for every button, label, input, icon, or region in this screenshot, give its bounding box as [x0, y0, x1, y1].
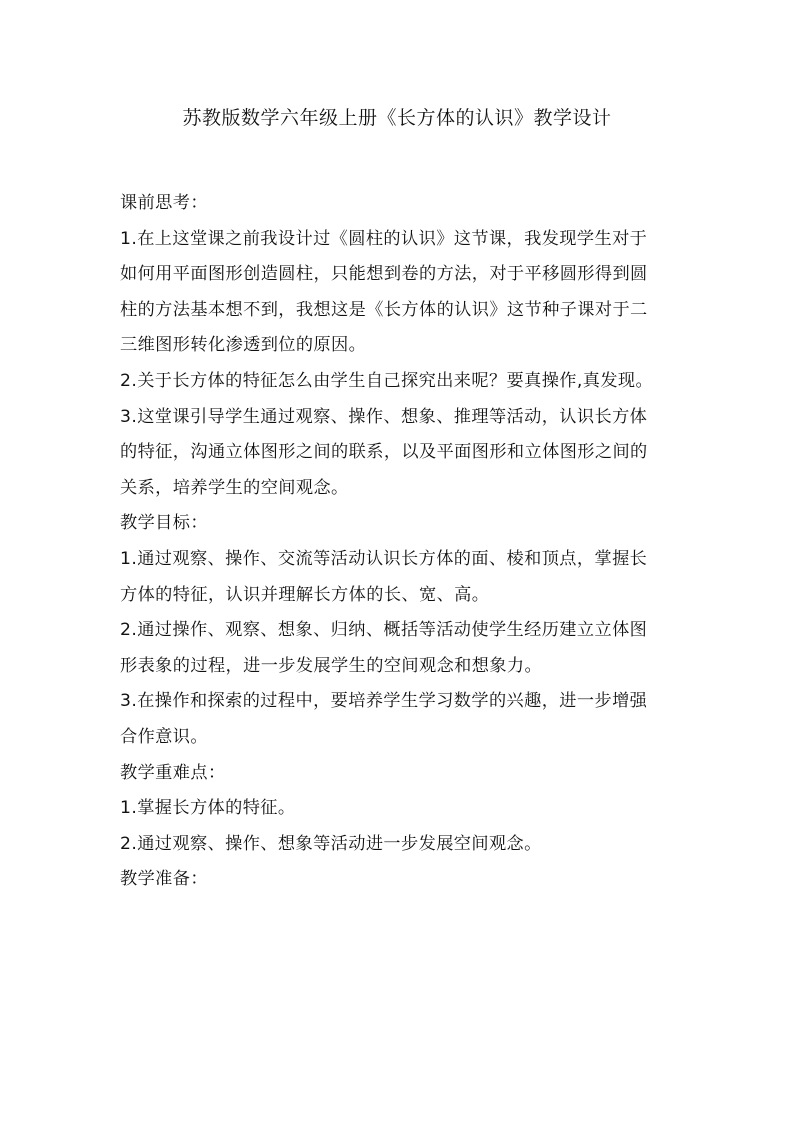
body-line: 1.掌握长方体的特征。 [120, 798, 296, 819]
body-line: 2.通过操作、观察、想象、归纳、概括等活动使学生经历建立立体图 [120, 620, 648, 641]
body-line: 2.通过观察、操作、想象等活动进一步发展空间观念。 [120, 833, 542, 854]
body-line: 3.在操作和探索的过程中，要培养学生学习数学的兴趣，进一步增强 [120, 691, 648, 712]
section-heading-teaching-preparation: 教学准备： [120, 869, 208, 890]
section-heading-key-difficulties: 教学重难点： [120, 762, 226, 783]
body-line: 1.通过观察、操作、交流等活动认识长方体的面、棱和顶点，掌握长 [120, 548, 648, 569]
body-line: 1.在上这堂课之前我设计过《圆柱的认识》这节课，我发现学生对于 [120, 228, 648, 249]
body-line: 如何用平面图形创造圆柱，只能想到卷的方法，对于平移圆形得到圆 [120, 264, 648, 285]
section-heading-pre-class-thoughts: 课前思考： [120, 193, 208, 213]
document-title: 苏教版数学六年级上册《长方体的认识》教学设计 [182, 107, 612, 129]
section-heading-teaching-goals: 教学目标： [120, 513, 208, 534]
body-line: 关系，培养学生的空间观念。 [120, 477, 349, 498]
body-line: 2.关于长方体的特征怎么由学生自己探究出来呢？要真操作,真发现。 [120, 370, 654, 391]
body-line: 的特征，沟通立体图形之间的联系，以及平面图形和立体图形之间的 [120, 442, 648, 463]
body-line: 3.这堂课引导学生通过观察、操作、想象、推理等活动，认识长方体 [120, 406, 648, 427]
body-line: 合作意识。 [120, 726, 208, 747]
document-body [120, 186, 680, 898]
body-line: 三维图形转化渗透到位的原因。 [120, 335, 367, 356]
body-line: 柱的方法基本想不到，我想这是《长方体的认识》这节种子课对于二 [120, 299, 648, 320]
body-line: 方体的特征，认识并理解长方体的长、宽、高。 [120, 584, 490, 605]
body-line: 形表象的过程，进一步发展学生的空间观念和想象力。 [120, 655, 543, 676]
